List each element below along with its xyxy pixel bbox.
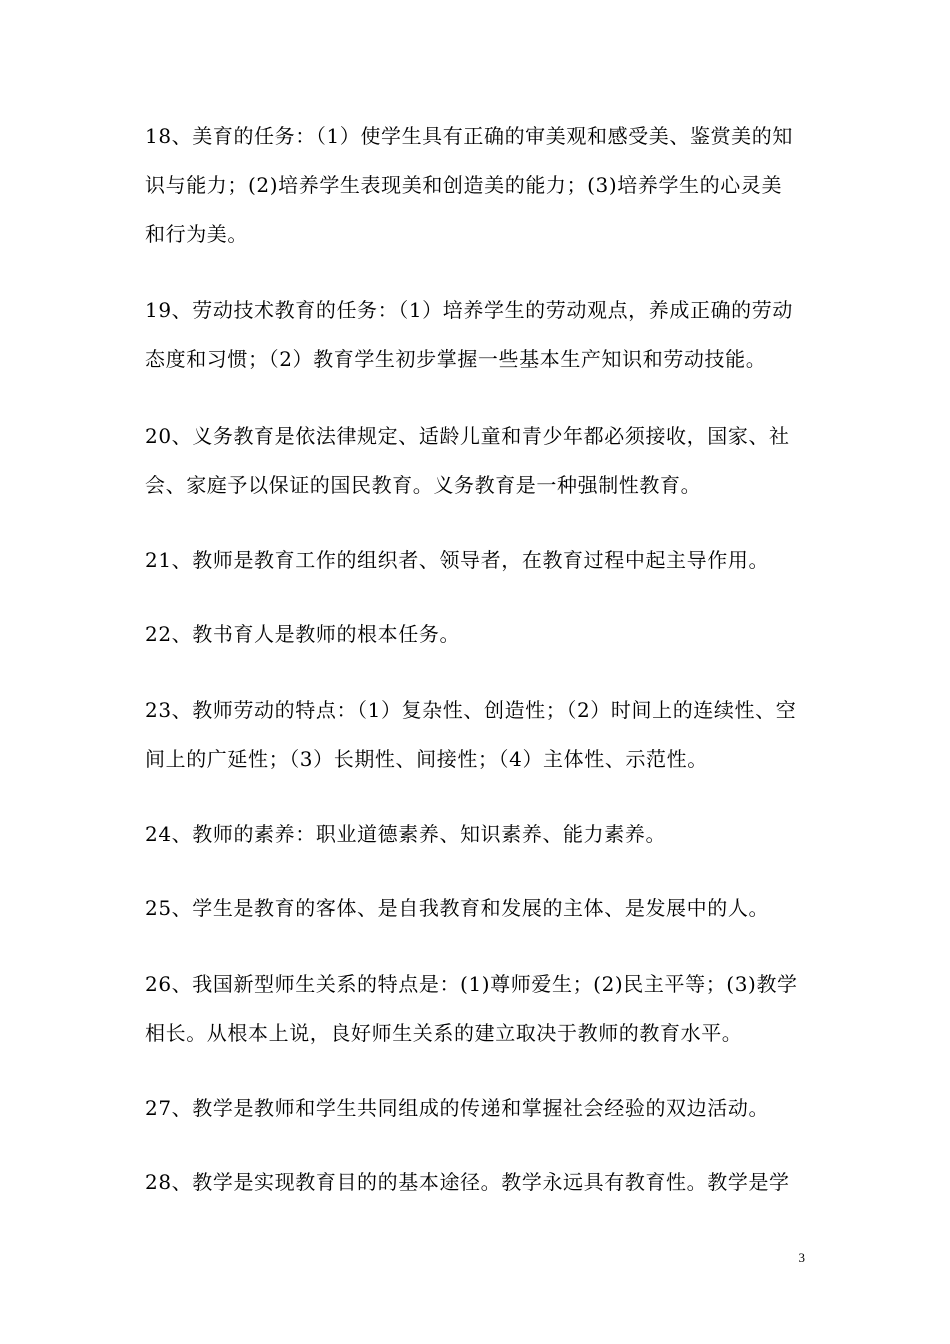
text-line: 18、美育的任务：（1）使学生具有正确的审美观和感受美、鉴赏美的知	[145, 124, 793, 148]
text-line: 26、我国新型师生关系的特点是：(1)尊师爱生；(2)民主平等；(3)教学	[145, 972, 798, 996]
text-line: 27、教学是教师和学生共同组成的传递和掌握社会经验的双边活动。	[145, 1096, 770, 1120]
text-line: 22、教书育人是教师的根本任务。	[145, 622, 461, 646]
text-line: 会、家庭予以保证的国民教育。义务教育是一种强制性教育。	[145, 473, 702, 497]
text-line: 28、教学是实现教育目的的基本途径。教学永远具有教育性。教学是学	[145, 1170, 790, 1194]
text-line: 和行为美。	[145, 222, 248, 246]
text-line: 24、教师的素养：职业道德素养、知识素养、能力素养。	[145, 822, 667, 846]
text-line: 态度和习惯；（2）教育学生初步掌握一些基本生产知识和劳动技能。	[145, 347, 767, 371]
paragraph-18	[145, 112, 810, 259]
text-line: 19、劳动技术教育的任务：（1）培养学生的劳动观点，养成正确的劳动	[145, 298, 793, 322]
text-line: 识与能力；(2)培养学生表现美和创造美的能力；(3)培养学生的心灵美	[145, 173, 783, 197]
paragraph-23	[145, 686, 810, 784]
paragraph-24	[145, 810, 810, 859]
paragraph-19	[145, 286, 810, 384]
text-line: 21、教师是教育工作的组织者、领导者，在教育过程中起主导作用。	[145, 548, 770, 572]
paragraph-28	[145, 1158, 810, 1207]
text-line: 相长。从根本上说，良好师生关系的建立取决于教师的教育水平。	[145, 1021, 743, 1045]
paragraph-25	[145, 884, 810, 933]
text-line: 20、义务教育是依法律规定、适龄儿童和青少年都必须接收，国家、社	[145, 424, 790, 448]
text-line: 25、学生是教育的客体、是自我教育和发展的主体、是发展中的人。	[145, 896, 770, 920]
paragraph-21	[145, 536, 810, 585]
paragraph-22	[145, 610, 810, 659]
text-line: 间上的广延性；（3）长期性、间接性；（4）主体性、示范性。	[145, 747, 708, 771]
paragraph-27	[145, 1084, 810, 1133]
page-number: 3	[798, 1250, 805, 1265]
text-line: 23、教师劳动的特点：（1）复杂性、创造性；（2）时间上的连续性、空	[145, 698, 797, 722]
paragraph-20	[145, 412, 810, 510]
paragraph-26	[145, 960, 810, 1058]
